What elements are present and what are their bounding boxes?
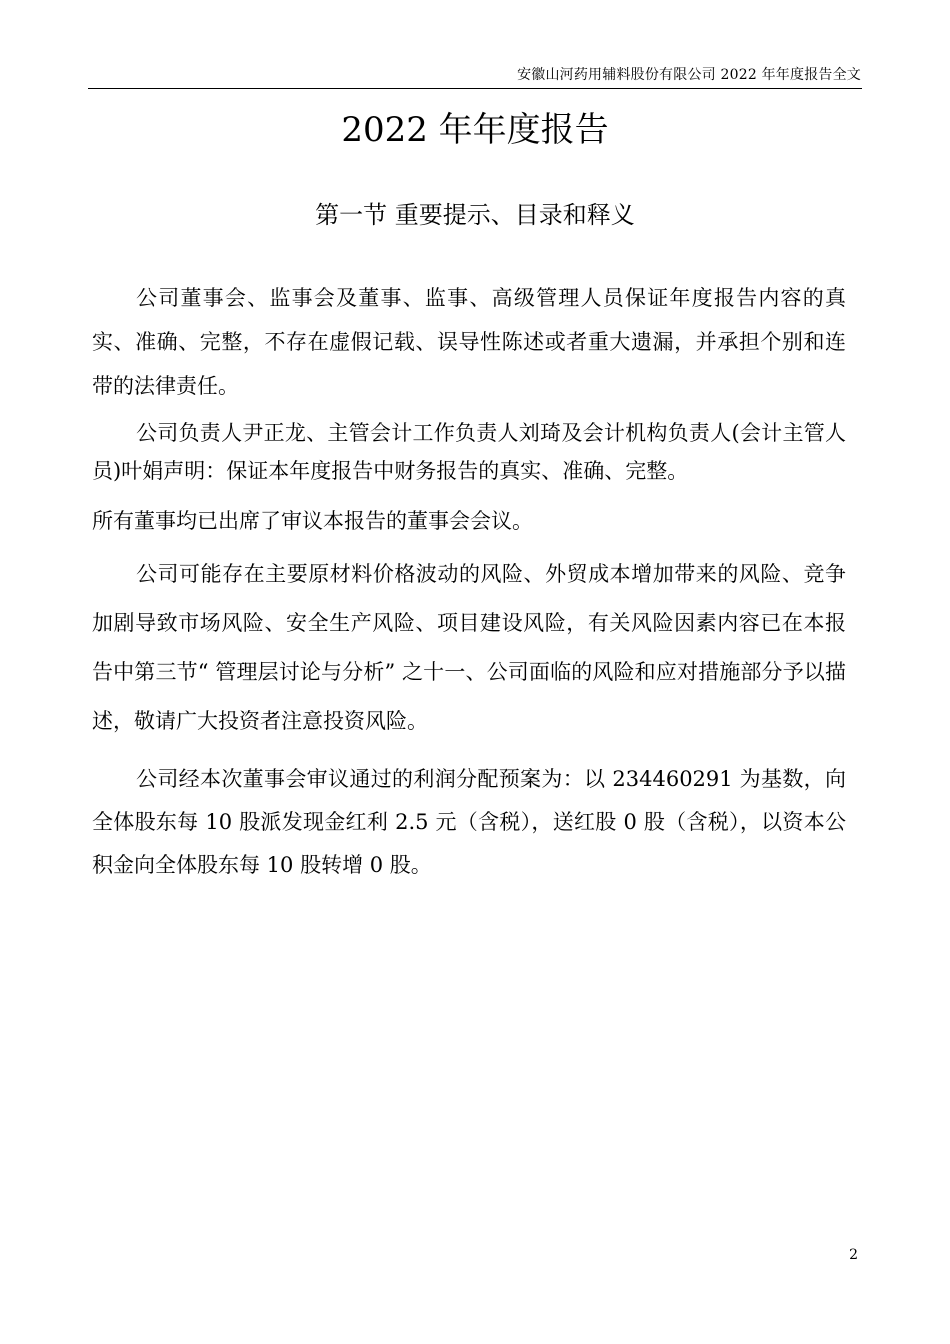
report-title: 2022 年年度报告 bbox=[341, 110, 609, 150]
paragraph-risk-notice: 公司可能存在主要原材料价格波动的风险、外贸成本增加带来的风险、竞争加剧导致市场风险、安全生产风险、项目建设风险，有关风险因素内容已在本报告中第三节“ 管理层讨论与分析” 之十一、公司面临的风险和应对措施部分予以描述，敬请广大投资者注意投资风险。 bbox=[92, 562, 846, 733]
page-number: 2 bbox=[849, 1247, 858, 1263]
header-divider bbox=[88, 88, 862, 89]
paragraph-profit-distribution: 公司经本次董事会审议通过的利润分配预案为：以 234460291 为基数，向全体股东每 10 股派发现金红利 2.5 元（含税），送红股 0 股（含税），以资本公积金向全体股东每 10 股转增 0 股。 bbox=[92, 767, 846, 877]
section-title: 第一节 重要提示、目录和释义 bbox=[315, 201, 635, 229]
paragraph-board-guarantee: 公司董事会、监事会及董事、监事、高级管理人员保证年度报告内容的真实、准确、完整，不存在虚假记载、误导性陈述或者重大遗漏，并承担个别和连带的法律责任。 bbox=[92, 286, 846, 398]
running-header: 安徽山河药用辅料股份有限公司 2022 年年度报告全文 bbox=[517, 67, 861, 83]
paragraph-responsible-persons: 公司负责人尹正龙、主管会计工作负责人刘琦及会计机构负责人(会计主管人员)叶娟声明：保证本年度报告中财务报告的真实、准确、完整。 bbox=[92, 421, 846, 483]
paragraph-directors-attendance: 所有董事均已出席了审议本报告的董事会会议。 bbox=[92, 509, 533, 533]
